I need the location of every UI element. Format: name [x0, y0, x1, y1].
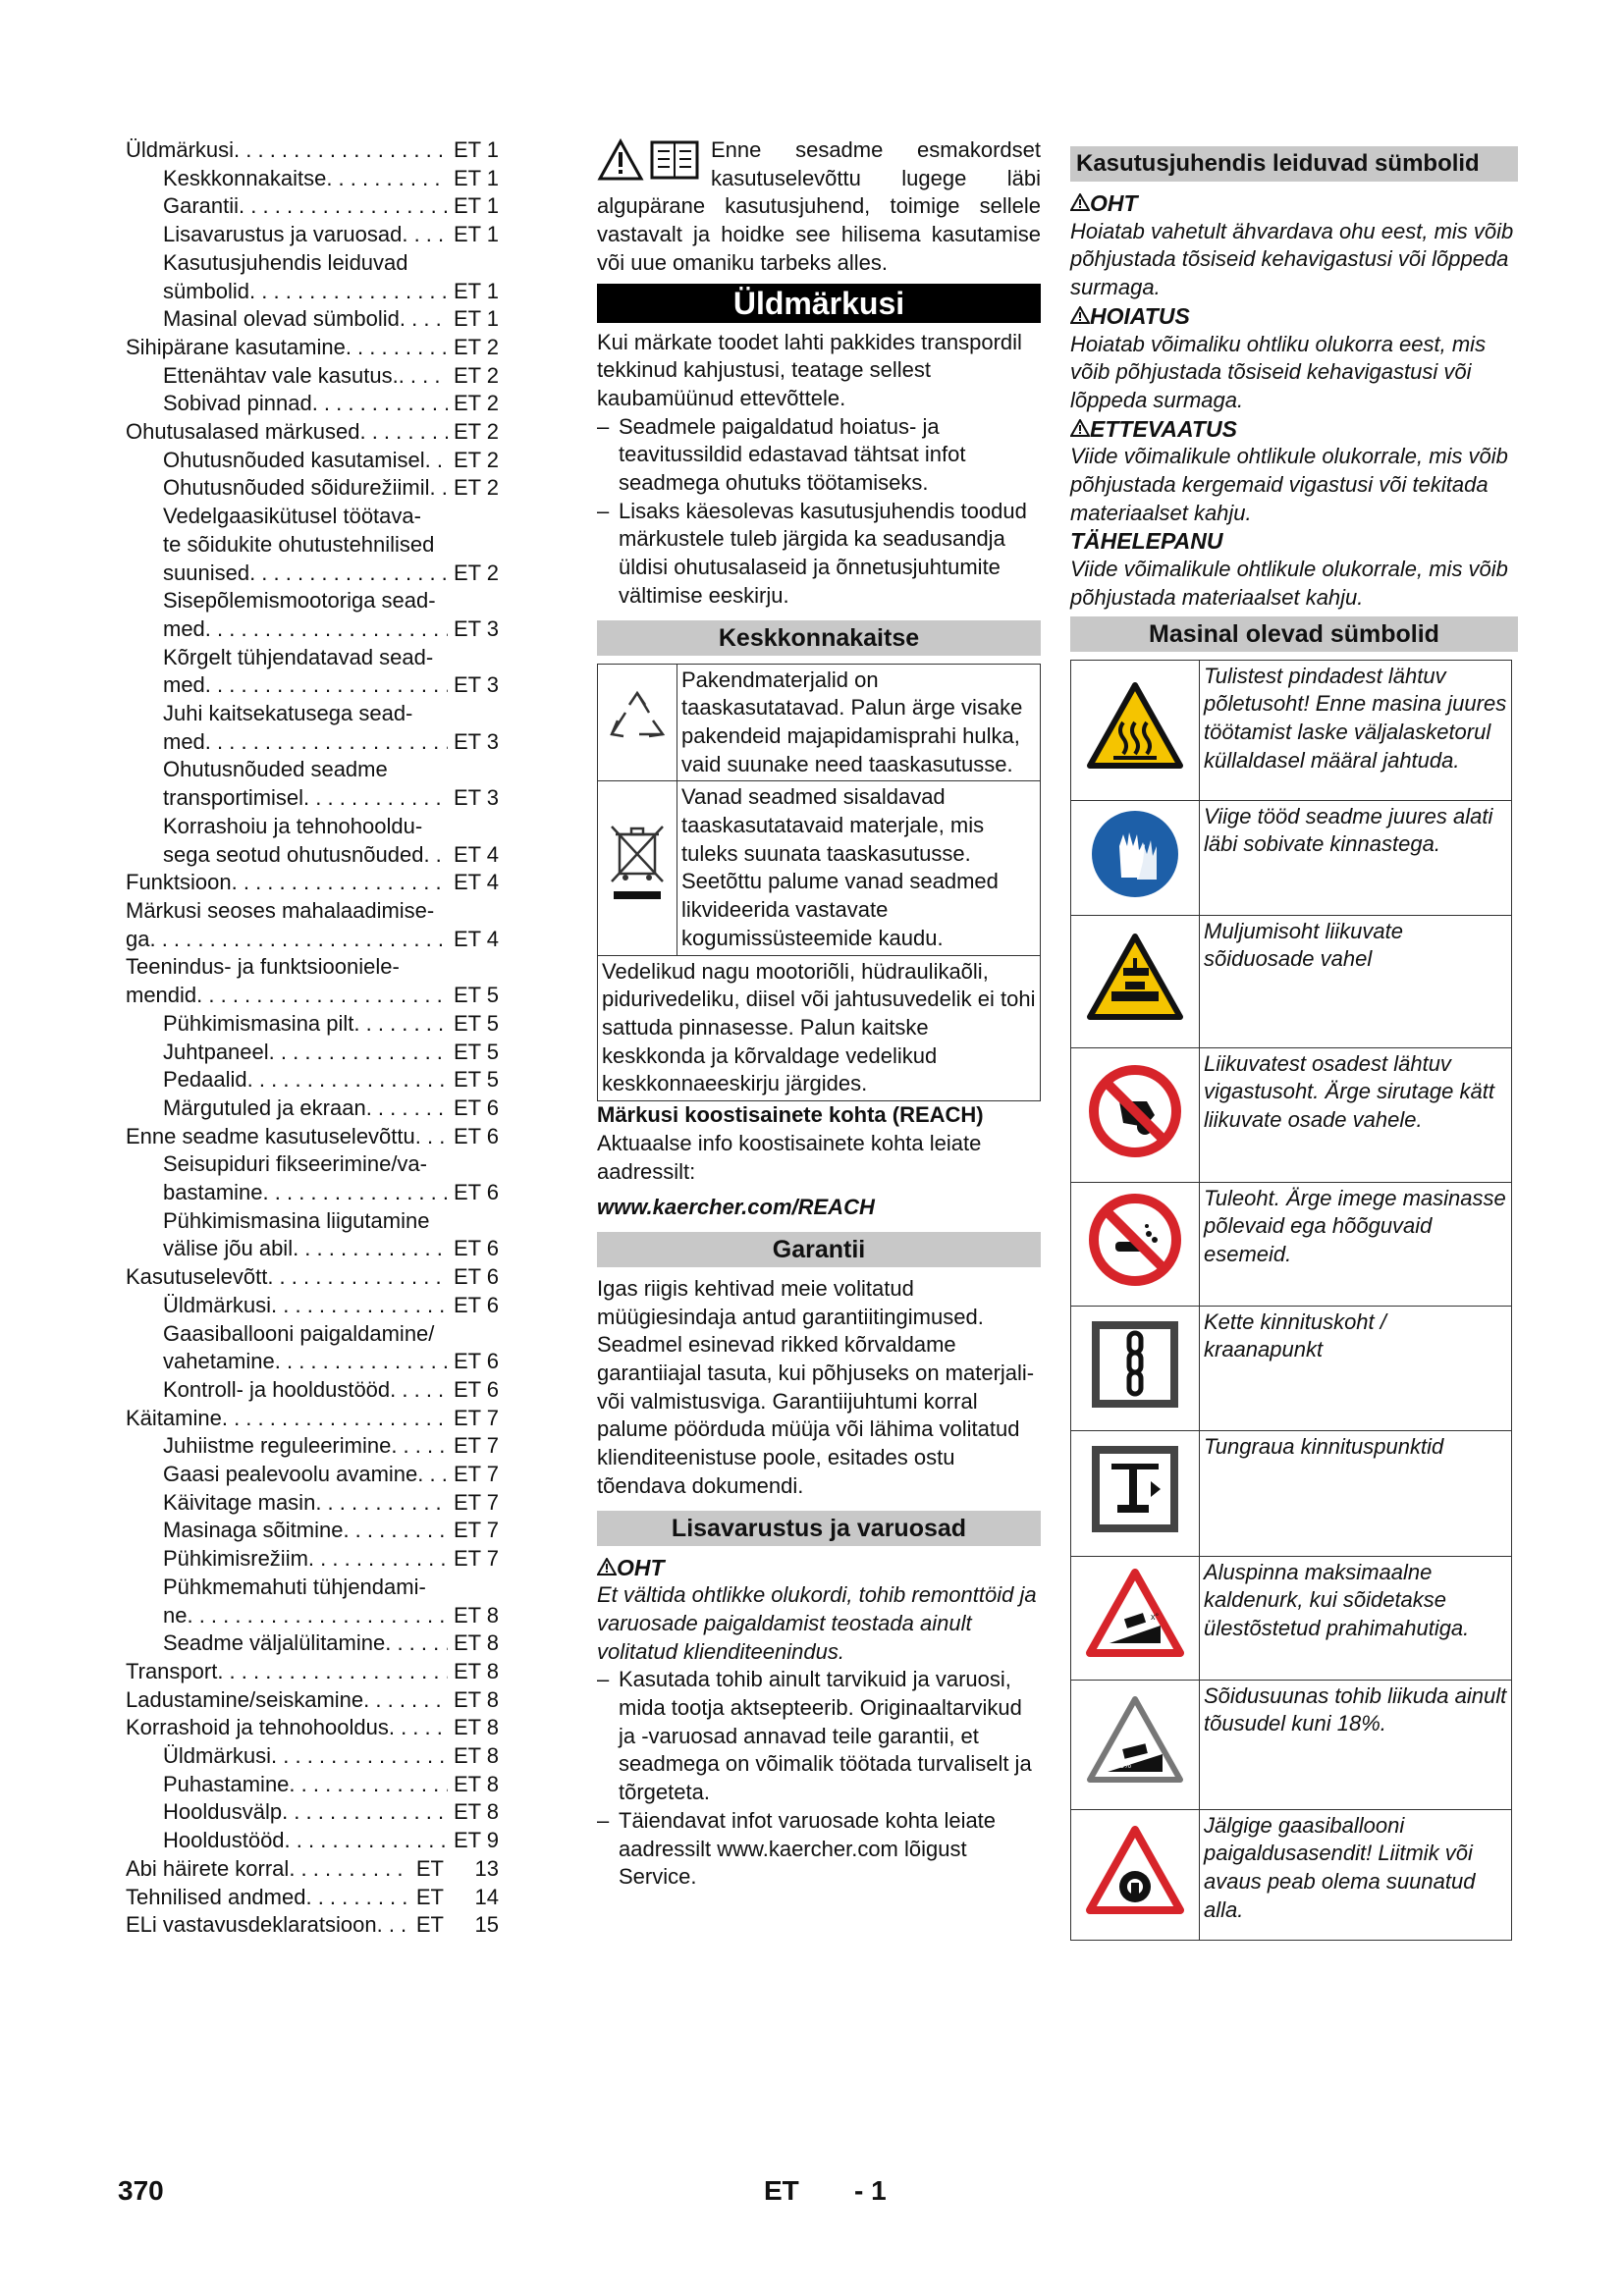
toc-leader-dots — [282, 1798, 448, 1827]
toc-entry[interactable] — [126, 644, 499, 700]
toc-entry-title: Pühkmemahuti tühjendami- — [163, 1574, 426, 1599]
toc-entry-title: vahetamine — [163, 1349, 275, 1374]
toc-entry-title: Masinaga sõitmine — [163, 1518, 344, 1543]
toc-entry[interactable] — [126, 1911, 499, 1940]
machine-symbol-row — [1071, 1182, 1512, 1306]
toc-entry-title: Käitamine — [126, 1405, 222, 1430]
machine-symbol-text: Tulistest pindadest lähtuv põletusoht! Enne masina juures töötamist laske väljalasketorul küllaldasel määral jahtuda. — [1200, 660, 1512, 800]
accessories-list-item: – Kasutada tohib ainult tarvikuid ja varuosi, mida tootja aktsepteerib. Originaaltarvikud ja -varuosad annavad teile garantii, et seadmega on võimalik töötada turvaliselt ja tõrgeteta. — [597, 1667, 1032, 1805]
toc-entry-page: ET 8 — [453, 1771, 499, 1796]
toc-leader-dots — [430, 474, 448, 503]
toc-entry[interactable] — [126, 1884, 499, 1912]
toc-entry-title: mendid — [126, 983, 197, 1008]
warning-triangle-icon — [1070, 419, 1090, 437]
toc-entry-page: ET 8 — [453, 1630, 499, 1656]
toc-entry[interactable] — [126, 503, 499, 587]
toc-entry[interactable] — [126, 1827, 499, 1855]
toc-leader-dots — [315, 1489, 448, 1518]
environment-table — [597, 664, 1041, 1102]
toc-leader-dots — [269, 1039, 448, 1067]
toc-entry-title: Gaasi pealevoolu avamine — [163, 1462, 418, 1487]
toc-entry-title: Hooldustööd — [163, 1828, 285, 1853]
toc-entry-title: med — [163, 672, 205, 698]
machine-symbol-text: Muljumisoht liikuvate sõiduosade vahel — [1200, 915, 1512, 1047]
toc-entry[interactable] — [126, 192, 499, 221]
toc-entry-page: ET 6 — [453, 1180, 499, 1205]
toc-leader-dots — [187, 1602, 447, 1630]
toc-entry[interactable] — [126, 1432, 499, 1461]
toc-leader-dots — [239, 192, 448, 221]
toc-entry-title: Ohutusnõuded seadme — [163, 757, 388, 782]
machine-symbol-row — [1071, 1306, 1512, 1430]
toc-entry-title: transportimisel — [163, 785, 304, 811]
crossed-bin-icon — [598, 781, 677, 955]
toc-entry[interactable] — [126, 869, 499, 897]
toc-leader-dots — [402, 221, 448, 249]
machine-symbol-row — [1071, 1680, 1512, 1809]
toc-entry-page: ET 6 — [453, 1123, 499, 1148]
toc-entry-page: ET 3 — [453, 672, 499, 698]
toc-entry-page: ET 1 — [453, 278, 499, 303]
warranty-text: Igas riigis kehtivad meie volitatud müügiesindaja antud garantiitingimused. Seadmel esinevad rikked kõrvaldame garantiiajal tasuta, kui põhjuseks on materjali- või valmistusviga. Garantiijuhtumi korral palume pöörduda müüja või lähima volitatud klienditeenistuse poole, esitades ostu tõendava dokumendi. — [597, 1275, 1035, 1498]
toc-entry-page: ET 3 — [453, 728, 499, 754]
toc-entry[interactable] — [126, 1742, 499, 1771]
toc-leader-dots — [263, 1179, 448, 1207]
toc-entry[interactable] — [126, 165, 499, 193]
toc-entry-page: ET 5 — [453, 1010, 499, 1036]
machine-symbol-row — [1071, 800, 1512, 915]
toc-entry-title: Seadme väljalülitamine — [163, 1630, 386, 1656]
toc-entry[interactable] — [126, 700, 499, 756]
machine-symbol-row — [1071, 1047, 1512, 1182]
intro-text: Enne sesadme esmakordset kasutuselevõttu lugege läbi algupärane kasutusjuhend, toimige sellele vastavalt ja hoidke see hilisema kasutamise või uue omaniku tarbeks alles. — [597, 137, 1041, 275]
toc-entry-page: ET 8 — [453, 1715, 499, 1740]
toc-entry-title: Garantii — [163, 193, 240, 219]
toc-entry-page: ET 1 — [453, 137, 499, 162]
toc-entry[interactable] — [126, 249, 499, 305]
toc-entry-page: ET 3 — [453, 615, 499, 641]
toc-entry-page: ET 1 — [453, 222, 499, 247]
general-heading: Üldmärkusi — [597, 284, 1041, 323]
toc-entry-page: ET 2 — [453, 362, 499, 388]
toc-entry-page: ET 5 — [453, 1039, 499, 1064]
symbols-manual-list — [1070, 189, 1518, 613]
environment-old-devices-text: Vanad seadmed sisaldavad taaskasutatavaid materjale, mis tuleks suunata taaskasutusse. Seetõttu palume vanad seadmed likvideerida vastavate kogumissüsteemide kaudu. — [677, 781, 1041, 955]
machine-symbol-row — [1071, 915, 1512, 1047]
toc-entry[interactable] — [126, 1263, 499, 1292]
svg-text:18%: 18% — [1115, 1761, 1132, 1771]
toc-leader-dots — [305, 1884, 409, 1912]
toc-entry-title: Funktsioon — [126, 870, 232, 895]
toc-entry[interactable] — [126, 1545, 499, 1574]
toc-entry-title: Keskkonnakaitse — [163, 165, 327, 190]
machine-symbol-text: Jälgige gaasiballooni paigaldusasendit! Liitmik või avaus peab olema suunatud alla. — [1200, 1809, 1512, 1940]
machine-symbol-text: Liikuvatest osadest lähtuv vigastusoht. Ärge sirutage kätt liikuvate osade vahele. — [1200, 1047, 1512, 1182]
toc-entry[interactable] — [126, 1771, 499, 1799]
machine-symbol-text: Tungraua kinnituspunktid — [1200, 1430, 1512, 1556]
machine-symbol-text: Tuleoht. Ärge imege masinasse põlevaid ega hõõguvaid esemeid. — [1200, 1182, 1512, 1306]
toc-entry-page: ET 1 — [453, 193, 499, 219]
toc-leader-dots — [377, 1911, 410, 1940]
toc-entry-title: bastamine — [163, 1180, 263, 1205]
symbol-label-text: TÄHELEPANU — [1070, 528, 1223, 555]
general-paragraph: Kui märkate toodet lahti pakkides transpordil tekkinud kahjustusi, teatage sellest kaubamüünud ettevõttele. — [597, 329, 1022, 410]
toc-entry-page: ET 2 — [453, 419, 499, 445]
toc-entry-page: ET 6 — [453, 1376, 499, 1402]
machine-symbol-text: Sõidusuunas tohib liikuda ainult tõusudel kuni 18%. — [1200, 1680, 1512, 1809]
toc-entry[interactable] — [126, 1798, 499, 1827]
toc-entry-title: ELi vastavusdeklaratsioon — [126, 1912, 377, 1938]
machine-symbol-row — [1071, 660, 1512, 800]
toc-entry-page: ET 8 — [453, 1602, 499, 1628]
toc-entry-page: ET 4 — [453, 841, 499, 867]
toc-entry-title: Käivitage masin — [163, 1489, 316, 1515]
toc-entry-title: Masinal olevad sümbolid — [163, 306, 400, 332]
general-list-item: – Lisaks käesolevas kasutusjuhendis toodud märkustele tuleb järgida ka seadusandja üldisi ohutusalaseid ja õnnetusjuhtumite vältimise eeskirju. — [597, 498, 1027, 608]
toc-entry-title: Juhi kaitsekatusega sead- — [163, 701, 413, 726]
reach-title: Märkusi koostisainete kohta (REACH) — [597, 1102, 984, 1128]
toc-entry-title: sümbolid — [163, 278, 250, 303]
toc-entry-title: Teenindus- ja funktsiooniele- — [126, 954, 400, 980]
chain-attachment-icon — [1071, 1306, 1200, 1430]
toc-entry-title: med — [163, 728, 205, 754]
toc-entry-title: Sobivad pinnad — [163, 391, 312, 416]
toc-entry-title: Kasutuselevõtt — [126, 1264, 268, 1290]
toc-entry-page: ET 6 — [453, 1236, 499, 1261]
toc-entry-page: ET 6 — [453, 1349, 499, 1374]
toc-entry-page-number: 13 — [474, 1855, 499, 1881]
toc-entry[interactable] — [126, 1405, 499, 1433]
table-of-contents — [126, 136, 499, 1940]
machine-symbol-text: Kette kinnituskoht / kraanapunkt — [1200, 1306, 1512, 1430]
symbol-label — [1070, 302, 1518, 331]
toc-leader-dots — [425, 447, 448, 475]
machine-symbol-text: Viige tööd seadme juures alati läbi sobivate kinnastega. — [1200, 800, 1512, 915]
toc-entry-title: Ohutusalased märkused — [126, 419, 360, 445]
toc-leader-dots — [205, 671, 448, 700]
toc-entry-title: Hooldusvälp — [163, 1799, 283, 1825]
toc-entry[interactable] — [126, 1207, 499, 1263]
toc-entry[interactable] — [126, 1629, 499, 1658]
toc-entry-title: Transport — [126, 1658, 218, 1683]
toc-entry-title: med — [163, 615, 205, 641]
symbol-label-text: HOIATUS — [1090, 302, 1190, 329]
toc-entry[interactable] — [126, 1489, 499, 1518]
toc-leader-dots — [312, 390, 448, 418]
accessories-heading: Lisavarustus ja varuosad — [597, 1511, 1041, 1546]
toc-entry[interactable] — [126, 418, 499, 447]
toc-leader-dots — [293, 1235, 448, 1263]
symbol-label — [1070, 189, 1518, 218]
toc-entry-title: Enne seadme kasutuselevõttu — [126, 1123, 415, 1148]
toc-leader-dots — [205, 728, 448, 757]
toc-entry[interactable] — [126, 305, 499, 334]
toc-leader-dots — [423, 841, 447, 870]
toc-entry[interactable] — [126, 1010, 499, 1039]
toc-entry-title: Sisepõlemismootoriga sead- — [163, 588, 436, 614]
toc-entry[interactable] — [126, 1855, 499, 1884]
toc-entry-title: Juhiistme reguleerimine — [163, 1433, 392, 1459]
toc-leader-dots — [399, 362, 448, 391]
warning-triangle-icon — [1070, 193, 1090, 211]
symbol-description: Hoiatab võimaliku ohtliku olukorra eest, mis võib põhjustada tõsiseid kehavigastusi või lõppeda surmaga. — [1070, 331, 1487, 412]
toc-leader-dots — [271, 1292, 448, 1320]
toc-entry-title: Tehnilised andmed — [126, 1884, 306, 1909]
toc-entry-title: Pühkimismasina pilt — [163, 1010, 354, 1036]
symbol-description: Hoiatab vahetult ähvardava ohu eest, mis võib põhjustada tõsiseid kehavigastusi või lõppeda surmaga. — [1070, 218, 1514, 300]
toc-entry-page: ET 7 — [453, 1518, 499, 1543]
toc-leader-dots — [234, 136, 448, 165]
machine-symbol-row — [1071, 1809, 1512, 1940]
toc-entry-title: Lisavarustus ja varuosad — [163, 222, 403, 247]
toc-entry[interactable] — [126, 1039, 499, 1067]
toc-entry[interactable] — [126, 897, 499, 953]
accessories-warning-label: OHT — [597, 1554, 1041, 1582]
toc-leader-dots — [303, 784, 448, 813]
intro-block — [597, 136, 1041, 278]
toc-leader-dots — [289, 1855, 410, 1884]
toc-entry-title: Ettenähtav vale kasutus. — [163, 362, 399, 388]
toc-entry-title: välise jõu abil — [163, 1236, 294, 1261]
toc-entry-title: suunised — [163, 560, 250, 585]
toc-leader-dots — [275, 1348, 448, 1376]
tipping-slope-icon — [1071, 1556, 1200, 1680]
toc-leader-dots — [390, 1376, 448, 1405]
symbols-machine-heading: Masinal olevad sümbolid — [1070, 616, 1518, 652]
toc-leader-dots — [400, 305, 448, 334]
toc-leader-dots — [217, 1658, 448, 1686]
toc-entry-page: ET 4 — [453, 870, 499, 895]
toc-entry-page: ET 6 — [453, 1292, 499, 1317]
accessories-list-item: – Täiendavat infot varuosade kohta leiate aadressilt www.kaercher.com lõigust Service. — [597, 1807, 997, 1890]
toc-entry-page: ET 9 — [453, 1828, 499, 1853]
toc-entry-title: ne — [163, 1602, 188, 1628]
toc-entry-title: Üldmärkusi — [126, 137, 235, 162]
toc-entry[interactable] — [126, 1658, 499, 1686]
symbol-label — [1070, 415, 1518, 444]
machine-symbols-table — [1070, 660, 1512, 1941]
footer-language: ET — [764, 2175, 799, 2206]
toc-entry-page: ET 2 — [453, 560, 499, 585]
toc-entry-title: Ohutusnõuded sõidurežiimil — [163, 475, 430, 501]
toc-entry[interactable] — [126, 1320, 499, 1376]
toc-entry-title: Kõrgelt tühjendatavad sead- — [163, 644, 434, 669]
no-reaching-icon — [1071, 1047, 1200, 1182]
toc-entry-title: Märgutuled ja ekraan — [163, 1095, 366, 1120]
toc-entry-page: ET 7 — [453, 1462, 499, 1487]
toc-entry[interactable] — [126, 1376, 499, 1405]
toc-entry-page: ET — [415, 1855, 444, 1881]
toc-entry[interactable] — [126, 1574, 499, 1629]
toc-entry[interactable] — [126, 1292, 499, 1320]
symbol-label — [1070, 527, 1518, 556]
toc-entry[interactable] — [126, 362, 499, 391]
toc-entry-page: ET 2 — [453, 391, 499, 416]
toc-entry-title: Vedelgaasikütusel töötava- — [163, 504, 421, 529]
environment-heading: Keskkonnakaitse — [597, 620, 1041, 656]
gloves-mandatory-icon — [1071, 800, 1200, 915]
page-number: 370 — [118, 2175, 164, 2206]
toc-leader-dots — [205, 615, 448, 644]
toc-entry[interactable] — [126, 1461, 499, 1489]
toc-leader-dots — [222, 1405, 448, 1433]
toc-entry-title: Seisupiduri fikseerimine/va- — [163, 1151, 427, 1177]
toc-entry-title: Ladustamine/seiskamine — [126, 1686, 364, 1712]
toc-entry-title: Üldmärkusi — [163, 1743, 272, 1769]
toc-entry-page: ET 8 — [453, 1743, 499, 1769]
toc-entry-page: ET 2 — [453, 475, 499, 501]
toc-leader-dots — [343, 1517, 448, 1545]
toc-entry[interactable] — [126, 1150, 499, 1206]
toc-entry-title: Pühkimisrežiim — [163, 1546, 308, 1572]
toc-entry-page: ET 7 — [453, 1489, 499, 1515]
symbol-description: Viide võimalikule ohtlikule olukorrale, mis võib põhjustada kergemaid vigastusi või tekitada materiaalset kahju. — [1070, 444, 1508, 525]
toc-entry-title: Pühkimismasina liigutamine — [163, 1207, 430, 1233]
reach-link[interactable]: www.kaercher.com/REACH — [597, 1195, 875, 1220]
toc-entry-title: Ohutusnõuded kasutamisel — [163, 447, 425, 472]
toc-leader-dots — [247, 1066, 448, 1095]
toc-leader-dots — [249, 560, 448, 588]
toc-leader-dots — [308, 1545, 448, 1574]
toc-entry-title: sega seotud ohutusnõuded — [163, 841, 424, 867]
toc-entry-page: ET 8 — [453, 1799, 499, 1825]
toc-entry-title: te sõidukite ohutustehnilised — [163, 531, 435, 557]
machine-symbol-row — [1071, 1556, 1512, 1680]
symbol-description: Viide võimalikule ohtlikule olukorrale, mis võib põhjustada materiaalset kahju. — [1070, 557, 1508, 610]
toc-entry-page: ET 6 — [453, 1095, 499, 1120]
toc-leader-dots — [232, 869, 448, 897]
symbols-manual-heading: Kasutusjuhendis leiduvad sümbolid — [1070, 146, 1518, 182]
hot-surface-warning-icon — [1071, 660, 1200, 800]
reach-text: Aktuaalse info koostisainete kohta leiate aadressilt: — [597, 1130, 982, 1184]
toc-entry[interactable] — [126, 390, 499, 418]
toc-leader-dots — [359, 418, 447, 447]
general-list-item: – Seadmele paigaldatud hoiatus- ja teavitussildid edastavad tähtsat infot seadmega ohutuks töötamiseks. — [597, 413, 966, 496]
toc-entry[interactable] — [126, 1066, 499, 1095]
footer-subpage: - 1 — [854, 2175, 887, 2206]
machine-symbol-row — [1071, 1430, 1512, 1556]
toc-leader-dots — [353, 1010, 448, 1039]
toc-entry-page: ET 5 — [453, 1067, 499, 1093]
jack-point-icon — [1071, 1430, 1200, 1556]
toc-entry-title: ga — [126, 926, 150, 951]
toc-leader-dots — [267, 1263, 448, 1292]
toc-entry-page: ET 7 — [453, 1433, 499, 1459]
toc-leader-dots — [271, 1742, 448, 1771]
toc-entry-title: Märkusi seoses mahalaadimise- — [126, 897, 435, 923]
toc-entry-page: ET 2 — [453, 334, 499, 359]
toc-entry-title: Korrashoiu ja tehnohooldu- — [163, 813, 423, 838]
toc-entry-title: Gaasiballooni paigaldamine/ — [163, 1320, 435, 1346]
toc-entry-page: ET 8 — [453, 1686, 499, 1712]
toc-entry-page: ET 3 — [453, 785, 499, 811]
toc-entry[interactable] — [126, 953, 499, 1009]
accessories-warning-text: Et vältida ohtlikke olukordi, tohib remonttöid ja varuosade paigaldamist teostada ainult volitatud klienditeenindus. — [597, 1582, 1037, 1664]
toc-entry-title: Kasutusjuhendis leiduvad — [163, 249, 408, 275]
toc-entry-title: Juhtpaneel — [163, 1039, 269, 1064]
warning-manual-icon — [597, 138, 703, 182]
toc-entry-page: ET 1 — [453, 165, 499, 190]
toc-leader-dots — [249, 278, 448, 306]
toc-entry-title: Kontroll- ja hooldustööd — [163, 1376, 391, 1402]
toc-entry[interactable] — [126, 1686, 499, 1715]
environment-fluids-text: Vedelikud nagu mootoriõli, hüdraulikaõli, pidurivedeliku, diisel või jahtusuvedelik ei tohi sattuda pinnasesse. Palun kaitske keskkonda ja kõrvaldage vedelikud keskkonnaeeskirju järgides. — [598, 955, 1041, 1101]
toc-entry[interactable] — [126, 813, 499, 869]
symbol-label-text: ETTEVAATUS — [1090, 415, 1237, 442]
toc-leader-dots — [289, 1771, 448, 1799]
gradient-18-icon — [1071, 1680, 1200, 1809]
toc-entry[interactable] — [126, 136, 499, 165]
toc-entry-title: Abi häirete korral — [126, 1855, 290, 1881]
toc-entry-page: ET — [415, 1884, 444, 1909]
toc-leader-dots — [385, 1629, 448, 1658]
warning-triangle-icon — [1070, 306, 1090, 324]
gas-cylinder-icon — [1071, 1809, 1200, 1940]
toc-entry-title: Pedaalid — [163, 1067, 247, 1093]
toc-entry[interactable] — [126, 221, 499, 249]
toc-leader-dots — [417, 1461, 448, 1489]
toc-leader-dots — [346, 334, 448, 362]
environment-packaging-text: Pakendmaterjalid on taaskasutatavad. Palun ärge visake pakendeid majapidamisprahi hulka, vaid suunake need taaskasutusse. — [677, 664, 1041, 781]
toc-leader-dots — [391, 1432, 448, 1461]
toc-leader-dots — [326, 165, 448, 193]
warning-triangle-icon — [597, 1558, 617, 1575]
toc-entry[interactable] — [126, 1517, 499, 1545]
crushing-hazard-icon — [1071, 915, 1200, 1047]
toc-entry-page: ET 2 — [453, 447, 499, 472]
toc-entry-page: ET — [415, 1912, 444, 1938]
toc-entry-page: ET 8 — [453, 1658, 499, 1683]
toc-leader-dots — [363, 1686, 448, 1715]
toc-leader-dots — [149, 926, 447, 954]
toc-entry-title: Korrashoid ja tehnohooldus — [126, 1715, 389, 1740]
toc-leader-dots — [389, 1714, 448, 1742]
toc-leader-dots — [196, 982, 448, 1010]
toc-entry-page: ET 6 — [453, 1264, 499, 1290]
toc-entry-title: Üldmärkusi — [163, 1292, 272, 1317]
toc-entry[interactable] — [126, 334, 499, 362]
toc-entry-page: ET 4 — [453, 926, 499, 951]
toc-entry-title: Puhastamine — [163, 1771, 290, 1796]
toc-entry[interactable] — [126, 756, 499, 812]
toc-entry[interactable] — [126, 587, 499, 643]
toc-entry[interactable] — [126, 1123, 499, 1151]
toc-entry[interactable] — [126, 474, 499, 503]
column-right — [1070, 136, 1518, 1941]
toc-entry[interactable] — [126, 447, 499, 475]
svg-text:x°: x° — [1151, 1612, 1160, 1623]
toc-entry-title: Sihipärane kasutamine — [126, 334, 346, 359]
toc-leader-dots — [285, 1827, 448, 1855]
toc-entry-page: ET 7 — [453, 1405, 499, 1430]
machine-symbol-text: Aluspinna maksimaalne kaldenurk, kui sõidetakse ülestõstetud prahimahutiga. — [1200, 1556, 1512, 1680]
toc-entry-page: ET 5 — [453, 983, 499, 1008]
column-middle — [597, 136, 1041, 1892]
no-hot-objects-icon — [1071, 1182, 1200, 1306]
warranty-heading: Garantii — [597, 1232, 1041, 1267]
toc-entry[interactable] — [126, 1714, 499, 1742]
symbol-label-text: OHT — [1090, 190, 1138, 216]
toc-entry-page-number: 15 — [474, 1912, 499, 1938]
toc-leader-dots — [366, 1095, 448, 1123]
toc-leader-dots — [415, 1123, 448, 1151]
toc-entry[interactable] — [126, 1095, 499, 1123]
toc-entry-page: ET 7 — [453, 1546, 499, 1572]
recycling-icon — [598, 664, 677, 781]
toc-entry-page: ET 1 — [453, 306, 499, 332]
toc-entry-page-number: 14 — [474, 1884, 499, 1909]
